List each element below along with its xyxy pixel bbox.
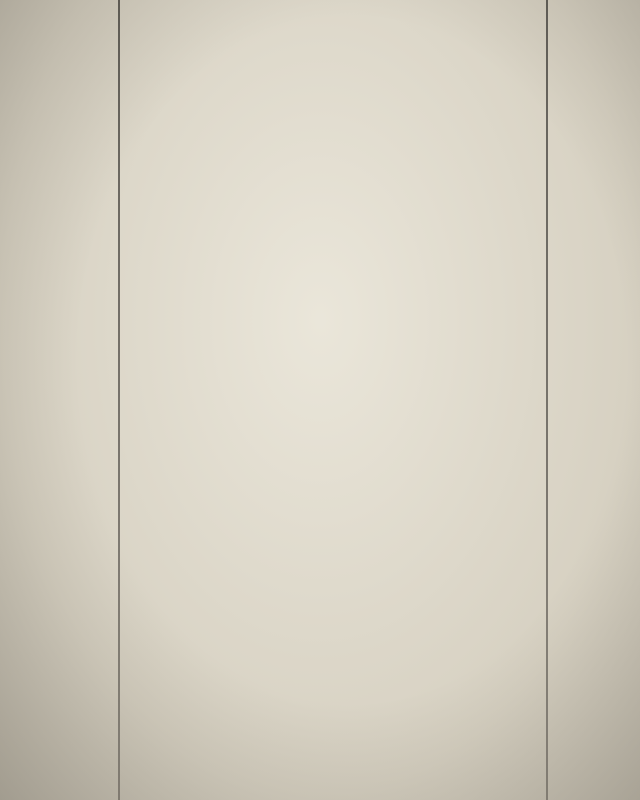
column-rule-right bbox=[546, 0, 548, 800]
column-rule-left bbox=[118, 0, 120, 800]
